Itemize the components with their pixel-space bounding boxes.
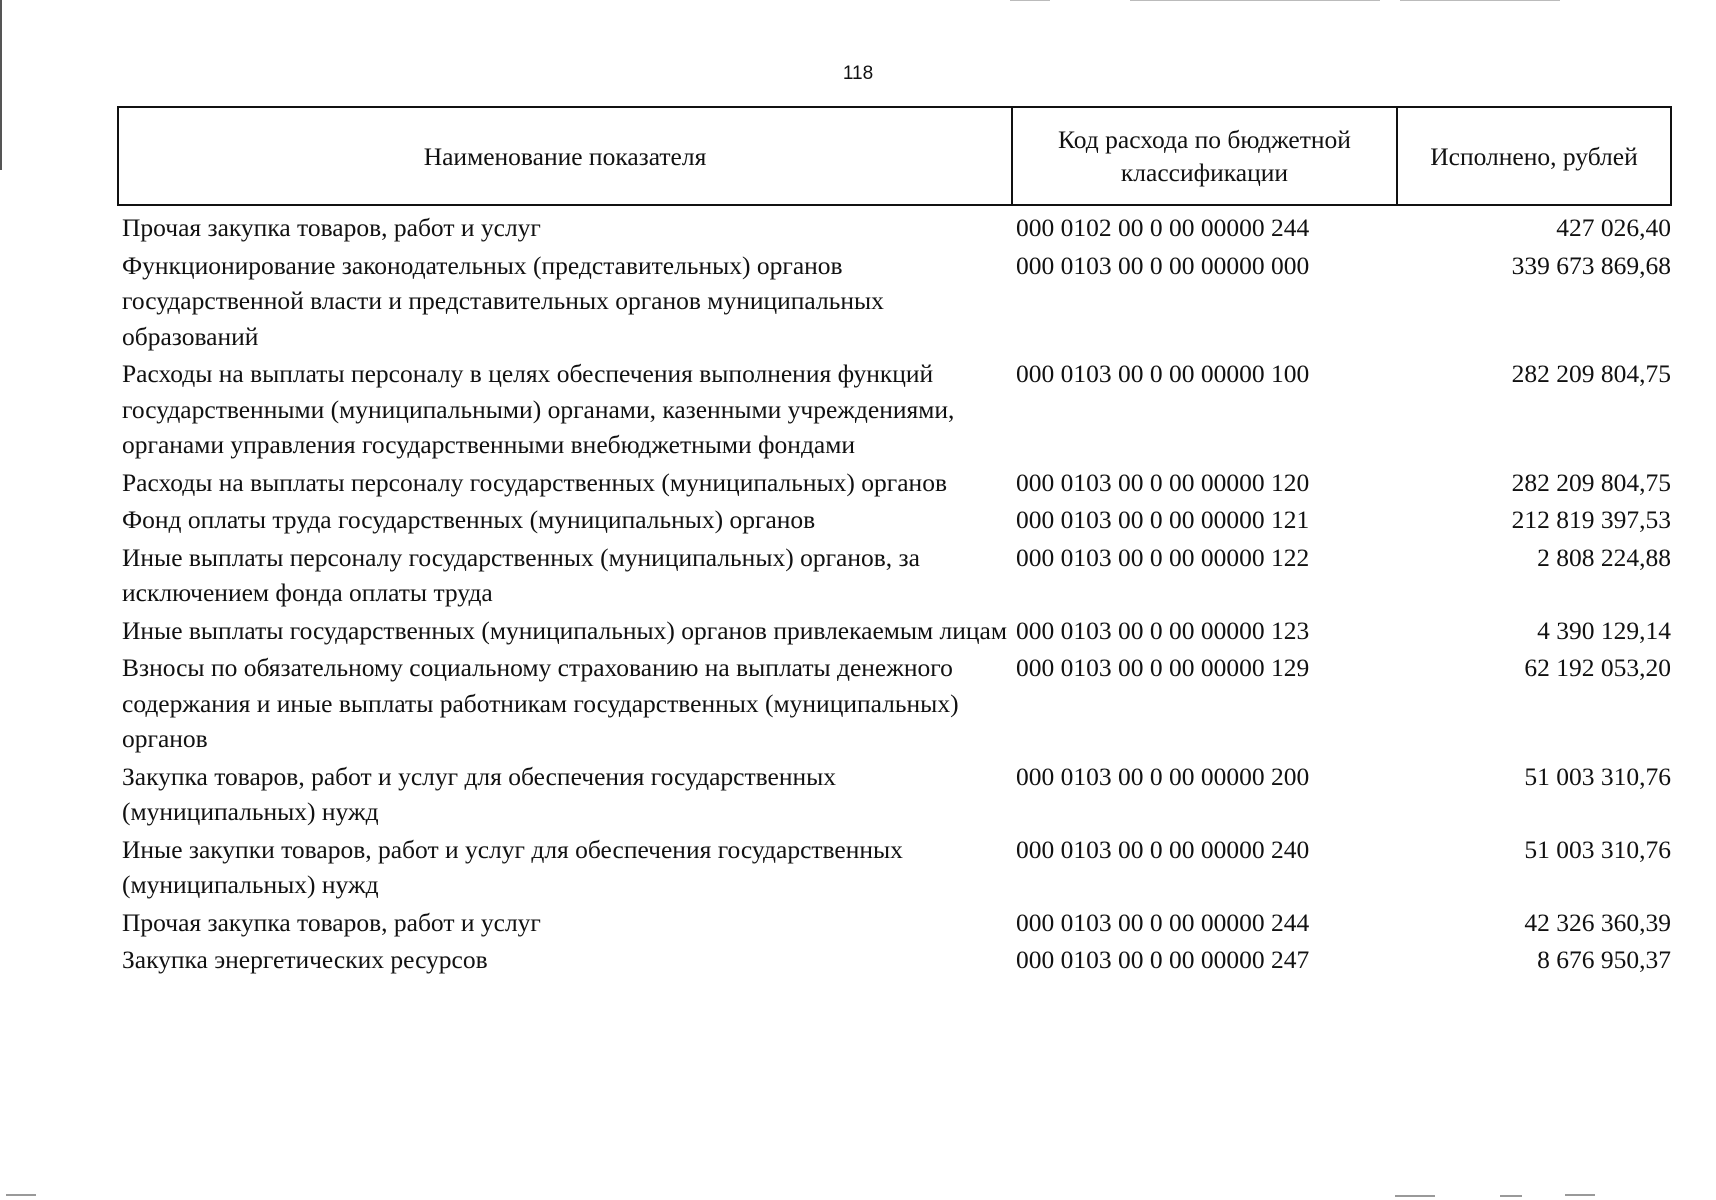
executed-amount-cell: 51 003 310,76 [1524,834,1671,864]
executed-amount-cell: 427 026,40 [1556,213,1671,242]
indicator-name-cell: Расходы на выплаты персоналу в целях обеспечения выполнения функций государственными (муниципальными) органами, казенными учреждениями, органами управления государственными внебюджетными фондами [122,359,955,459]
expense-code-cell: 000 0103 00 0 00 00000 244 [1016,907,1310,937]
indicator-name-cell: Взносы по обязательному социальному страхованию на выплаты денежного содержания и иные выплаты работникам государственных (муниципальных) органов [122,653,959,753]
expense-code-cell: 000 0103 00 0 00 00000 000 [1016,250,1310,280]
scan-edge [1130,0,1380,1]
indicator-name-cell: Закупка энергетических ресурсов [122,945,488,974]
table-row [118,356,1671,465]
executed-amount-cell: 2 808 224,88 [1537,542,1671,572]
table-header [118,107,1671,205]
indicator-name-cell: Иные выплаты государственных (муниципальных) органов привлекаемым лицам [122,615,1008,645]
scan-edge [1010,0,1050,1]
expense-code-cell: 000 0103 00 0 00 00000 120 [1016,467,1310,497]
indicator-name-cell: Иные выплаты персоналу государственных (муниципальных) органов, за исключением фонда оплаты труда [122,542,920,607]
expense-code-cell: 000 0103 00 0 00 00000 200 [1016,761,1310,791]
table-row [118,540,1671,613]
indicator-name-cell: Функционирование законодательных (представительных) органов государственной власти и представительных органов муниципальных образований [122,250,884,351]
page-number: 118 [842,63,874,84]
executed-amount-cell: 212 819 397,53 [1511,505,1671,534]
header-executed-amount: Исполнено, рублей [1397,107,1671,205]
expense-code-cell: 000 0103 00 0 00 00000 123 [1016,615,1310,645]
header-expense-code: Код расхода по бюджетной классификации [1012,107,1397,205]
budget-execution-table [117,106,1672,980]
expense-code-cell: 000 0103 00 0 00 00000 240 [1016,834,1310,864]
indicator-name-cell: Иные закупки товаров, работ и услуг для обеспечения государственных (муниципальных) нужд [122,834,903,899]
expense-code-cell: 000 0103 00 0 00 00000 129 [1016,653,1310,682]
scan-noise [0,1190,1716,1200]
executed-amount-cell: 62 192 053,20 [1524,653,1671,682]
indicator-name-cell: Прочая закупка товаров, работ и услуг [122,907,541,937]
executed-amount-cell: 51 003 310,76 [1524,761,1671,791]
scan-edge [0,0,2,170]
expense-code-cell: 000 0103 00 0 00 00000 121 [1016,505,1310,534]
table-row [118,613,1671,651]
table-row [118,502,1671,540]
expense-code-cell: 000 0103 00 0 00 00000 247 [1016,945,1310,974]
table-row [118,942,1671,980]
table-row [118,832,1671,905]
table-row [118,905,1671,943]
header-indicator-name: Наименование показателя [118,107,1012,205]
expense-code-cell: 000 0103 00 0 00 00000 100 [1016,359,1310,388]
table-body [118,205,1671,980]
indicator-name-cell: Прочая закупка товаров, работ и услуг [122,213,541,242]
executed-amount-cell: 282 209 804,75 [1511,359,1671,388]
executed-amount-cell: 8 676 950,37 [1537,945,1671,974]
executed-amount-cell: 4 390 129,14 [1537,615,1671,645]
expense-code-cell: 000 0103 00 0 00 00000 122 [1016,542,1310,572]
executed-amount-cell: 282 209 804,75 [1511,467,1671,497]
indicator-name-cell: Расходы на выплаты персоналу государственных (муниципальных) органов [122,467,947,497]
expense-code-cell: 000 0102 00 0 00 00000 244 [1016,213,1310,242]
table-row [118,759,1671,832]
table-row [118,465,1671,503]
table-row [118,650,1671,759]
scan-edge [1400,0,1560,1]
executed-amount-cell: 42 326 360,39 [1524,907,1671,937]
indicator-name-cell: Закупка товаров, работ и услуг для обеспечения государственных (муниципальных) нужд [122,761,837,826]
table-row [118,205,1671,248]
indicator-name-cell: Фонд оплаты труда государственных (муниципальных) органов [122,505,816,534]
executed-amount-cell: 339 673 869,68 [1511,250,1671,280]
table-row [118,248,1671,357]
